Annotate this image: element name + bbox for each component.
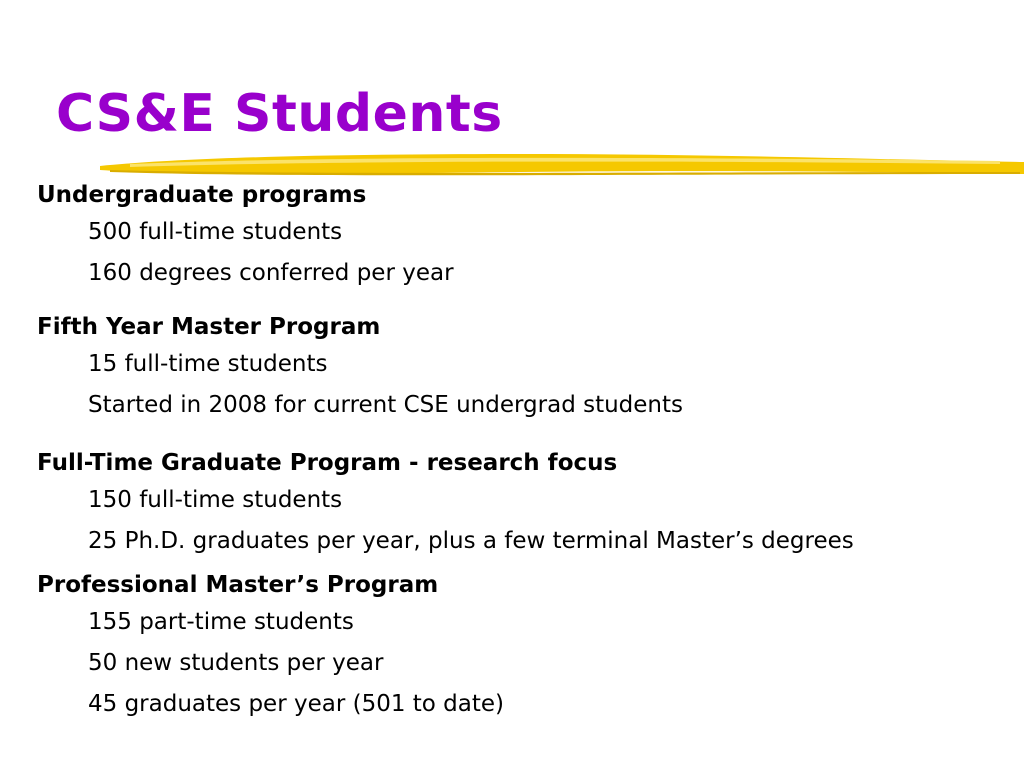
list-item: 500 full-time students — [88, 219, 343, 245]
list-item: 45 graduates per year (501 to date) — [88, 691, 505, 717]
list-item: 25 Ph.D. graduates per year, plus a few terminal Master’s degrees — [88, 528, 854, 554]
slide-title: CS&E Students — [56, 84, 503, 144]
section-heading: Undergraduate programs — [37, 182, 367, 208]
section-undergraduate — [37, 178, 1017, 294]
list-item: Started in 2008 for current CSE undergrad students — [88, 392, 684, 418]
list-item: 15 full-time students — [88, 351, 328, 377]
list-item: 150 full-time students — [88, 487, 343, 513]
list-item: 160 degrees conferred per year — [88, 260, 454, 286]
slide-content — [37, 178, 1017, 725]
section-full-time-graduate — [37, 446, 1017, 562]
list-item: 155 part-time students — [88, 609, 354, 635]
section-heading: Fifth Year Master Program — [37, 314, 381, 340]
section-fifth-year-master — [37, 310, 1017, 426]
section-professional-master — [37, 568, 1017, 725]
list-item: 50 new students per year — [88, 650, 384, 676]
section-heading: Professional Master’s Program — [37, 572, 439, 598]
section-heading: Full-Time Graduate Program - research focus — [37, 450, 618, 476]
